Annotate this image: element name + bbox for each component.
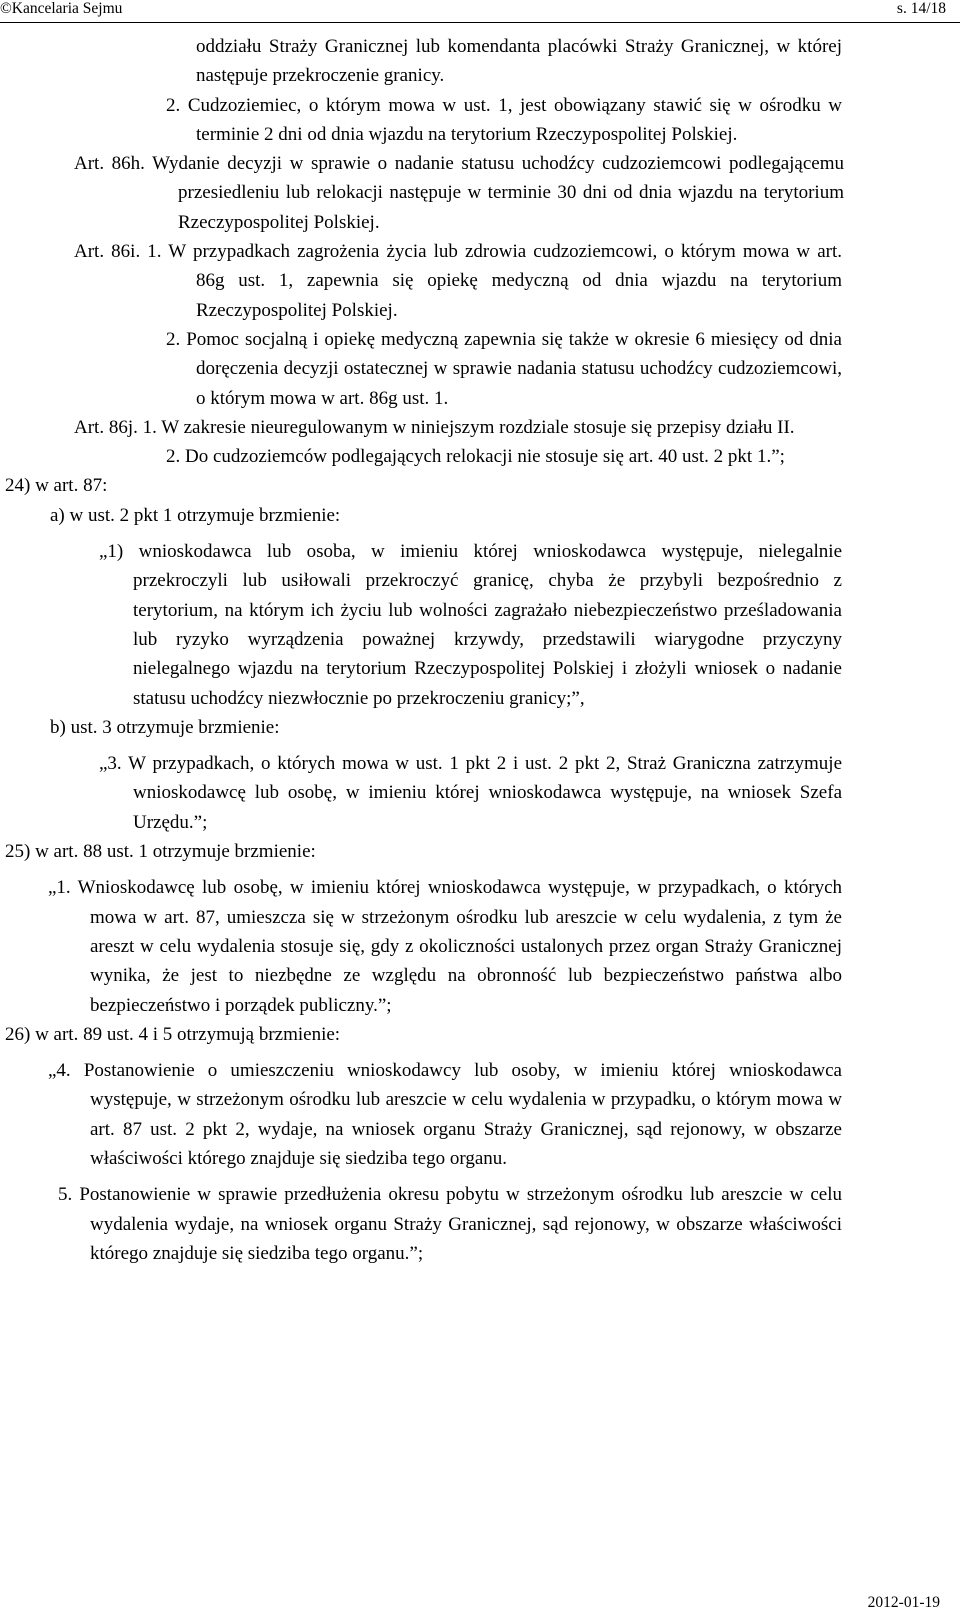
footer-date: 2012-01-19: [867, 1594, 940, 1611]
paragraph-text: Art. 86j. 1. W zakresie nieuregulowanym w niniejszym rozdziale stosuje się przepisy działu II.: [74, 416, 795, 438]
paragraph: [196, 32, 842, 91]
paragraph-text: 2. Cudzoziemiec, o którym mowa w ust. 1, jest obowiązany stawić się w ośrodku w terminie 2 dni od dnia wjazdu na terytorium Rzeczypospolitej Polskiej.: [166, 94, 842, 145]
article-86h: [74, 149, 844, 237]
quoted-provision: [99, 749, 842, 837]
paragraph-text: „1. Wnioskodawcę lub osobę, w imieniu której wnioskodawca występuje, w przypadkach, o których mowa w art. 87, umieszcza się w strzeżonym ośrodku lub areszcie w celu wydalenia, z tym że areszt w celu wydalenia stosuje się, gdy z okoliczności ustalonych przez organ Straży Granicznej wynika, że jest to niezbędne ze względu na obronność lub bezpieczeństwo państwa albo bezpieczeństwo i porządek publiczny.”;: [48, 877, 842, 1016]
quoted-provision: [99, 537, 842, 713]
quoted-provision: [48, 873, 842, 1019]
article-86j-1: [74, 413, 842, 442]
amendment-point-25: [5, 837, 842, 866]
amendment-point-24: [5, 471, 842, 500]
paragraph-text: a) w ust. 2 pkt 1 otrzymuje brzmienie:: [50, 504, 341, 526]
paragraph-text: oddziału Straży Granicznej lub komendanta placówki Straży Granicznej, w której następuje przekroczenie granicy.: [196, 36, 842, 87]
quoted-provision: [48, 1056, 842, 1173]
article-86i-1: [74, 237, 842, 325]
document-body: [0, 32, 960, 1268]
amendment-letter-a: [50, 501, 842, 530]
paragraph-text: b) ust. 3 otrzymuje brzmienie:: [50, 716, 280, 738]
paragraph: [166, 91, 842, 150]
amendment-letter-b: [50, 713, 842, 742]
header-page-number: s. 14/18: [896, 0, 946, 17]
paragraph: [166, 325, 842, 413]
paragraph-text: 2. Do cudzoziemców podlegających relokacji nie stosuje się art. 40 ust. 2 pkt 1.”;: [166, 446, 785, 468]
amendment-point-26: [5, 1020, 842, 1049]
quoted-provision: [58, 1180, 842, 1268]
paragraph-text: 25) w art. 88 ust. 1 otrzymuje brzmienie:: [5, 841, 316, 863]
paragraph-text: 26) w art. 89 ust. 4 i 5 otrzymują brzmienie:: [5, 1023, 341, 1045]
paragraph-text: 5. Postanowienie w sprawie przedłużenia okresu pobytu w strzeżonym ośrodku lub areszcie w celu wydalenia wydaje, na wniosek organu Straży Granicznej, sąd rejonowy, w obszarze właściwości którego znajduje się siedziba tego organu.”;: [58, 1184, 842, 1264]
paragraph: [166, 442, 842, 471]
paragraph-text: 24) w art. 87:: [5, 475, 108, 497]
paragraph-text: „4. Postanowienie o umieszczeniu wnioskodawcy lub osoby, w imieniu której wnioskodawca występuje, w strzeżonym ośrodku lub areszcie w celu wydalenia w przypadku, o którym mowa w art. 87 ust. 2 pkt 2, wydaje, na wniosek organu Straży Granicznej, sąd rejonowy, w obszarze właściwości którego znajduje się siedziba tego organu.: [48, 1060, 842, 1169]
paragraph-text: „3. W przypadkach, o których mowa w ust. 1 pkt 2 i ust. 2 pkt 2, Straż Graniczna zatrzymuje wnioskodawcę lub osobę, w imieniu której wnioskodawca występuje, na wniosek Szefa Urzędu.”;: [99, 753, 842, 833]
paragraph-text: 2. Pomoc socjalną i opiekę medyczną zapewnia się także w okresie 6 miesięcy od dnia doręczenia decyzji ostatecznej w sprawie nadania statusu uchodźcy cudzoziemcowi, o którym mowa w art. 86g ust. 1.: [166, 328, 842, 409]
paragraph-text: Art. 86h. Wydanie decyzji w sprawie o nadanie statusu uchodźcy cudzoziemcowi podlegającemu przesiedleniu lub relokacji następuje w terminie 30 dni od dnia wjazdu na terytorium Rzeczypospolitej Polskiej.: [74, 153, 844, 233]
paragraph-text: „1) wnioskodawca lub osoba, w imieniu której wnioskodawca występuje, nielegalnie przekroczyli lub usiłowali przekroczyć granicę, chyba że przybyli bezpośrednio z terytorium, na którym ich życiu lub wolności zagrażało niebezpieczeństwo prześladowania lub ryzyko wyrządzenia poważnej krzywdy, przedstawili wiarygodne przyczyny nielegalnego wjazdu na terytorium Rzeczypospolitej Polskiej i złożyli wniosek o nadanie statusu uchodźcy niezwłocznie po przekroczeniu granicy;”,: [99, 541, 842, 709]
paragraph-text: Art. 86i. 1. W przypadkach zagrożenia życia lub zdrowia cudzoziemcowi, o którym mowa w art. 86g ust. 1, zapewnia się opiekę medyczną od dnia wjazdu na terytorium Rzeczypospolitej Polskiej.: [74, 241, 842, 321]
header-divider: [0, 22, 960, 23]
header-copyright: ©Kancelaria Sejmu: [0, 0, 123, 17]
